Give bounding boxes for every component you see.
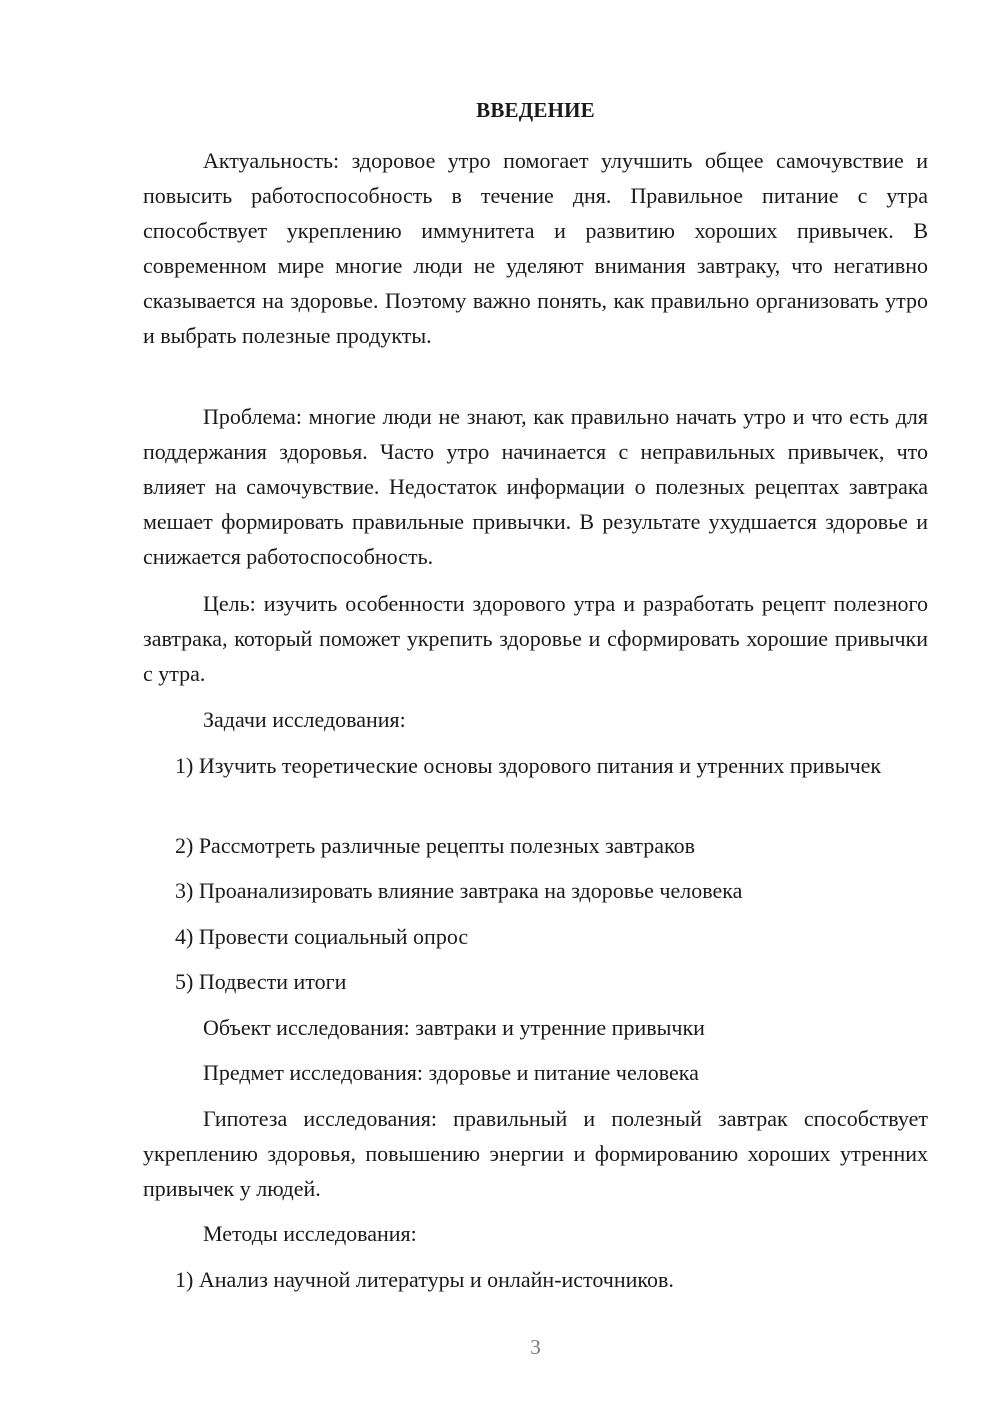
goal-paragraph: Цель: изучить особенности здорового утра и разработать рецепт полезного завтрака, который поможет укрепить здоровье и сформировать хорошие привычки с утра. — [143, 591, 928, 686]
method-item-1: 1) Анализ научной литературы и онлайн-источников. — [175, 1267, 674, 1292]
task-item-5: 5) Подвести итоги — [175, 969, 347, 994]
tasks-heading: Задачи исследования: — [203, 707, 406, 732]
page-number: 3 — [530, 1335, 541, 1359]
section-heading: ВВЕДЕНИЕ — [476, 98, 595, 122]
task-item-4: 4) Провести социальный опрос — [175, 924, 469, 949]
hypothesis-paragraph: Гипотеза исследования: правильный и полезный завтрак способствует укреплению здоровья, повышению энергии и формированию хороших утренних привычек у людей. — [143, 1106, 928, 1201]
problem-paragraph: Проблема: многие люди не знают, как правильно начать утро и что есть для поддержания здоровья. Часто утро начинается с неправильных привычек, что влияет на самочувствие. Недостаток информации о полезных рецептах завтрака мешает формировать правильные привычки. В результате ухудшается здоровье и снижается работоспособность. — [143, 404, 928, 569]
relevance-paragraph: Актуальность: здоровое утро помогает улучшить общее самочувствие и повысить работоспособность в течение дня. Правильное питание с утра способствует укреплению иммунитета и развитию хороших привычек. В современном мире многие люди не уделяют внимания завтраку, что негативно сказывается на здоровье. Поэтому важно понять, как правильно организовать утро и выбрать полезные продукты. — [143, 148, 928, 348]
document-page — [143, 0, 928, 1414]
task-item-2: 2) Рассмотреть различные рецепты полезных завтраков — [175, 833, 695, 858]
task-item-3: 3) Проанализировать влияние завтрака на здоровье человека — [175, 878, 743, 903]
task-item-1: 1) Изучить теоретические основы здорового питания и утренних привычек — [175, 753, 882, 778]
object-paragraph: Объект исследования: завтраки и утренние привычки — [203, 1015, 705, 1040]
methods-heading: Методы исследования: — [203, 1221, 417, 1246]
subject-paragraph: Предмет исследования: здоровье и питание человека — [203, 1060, 699, 1085]
